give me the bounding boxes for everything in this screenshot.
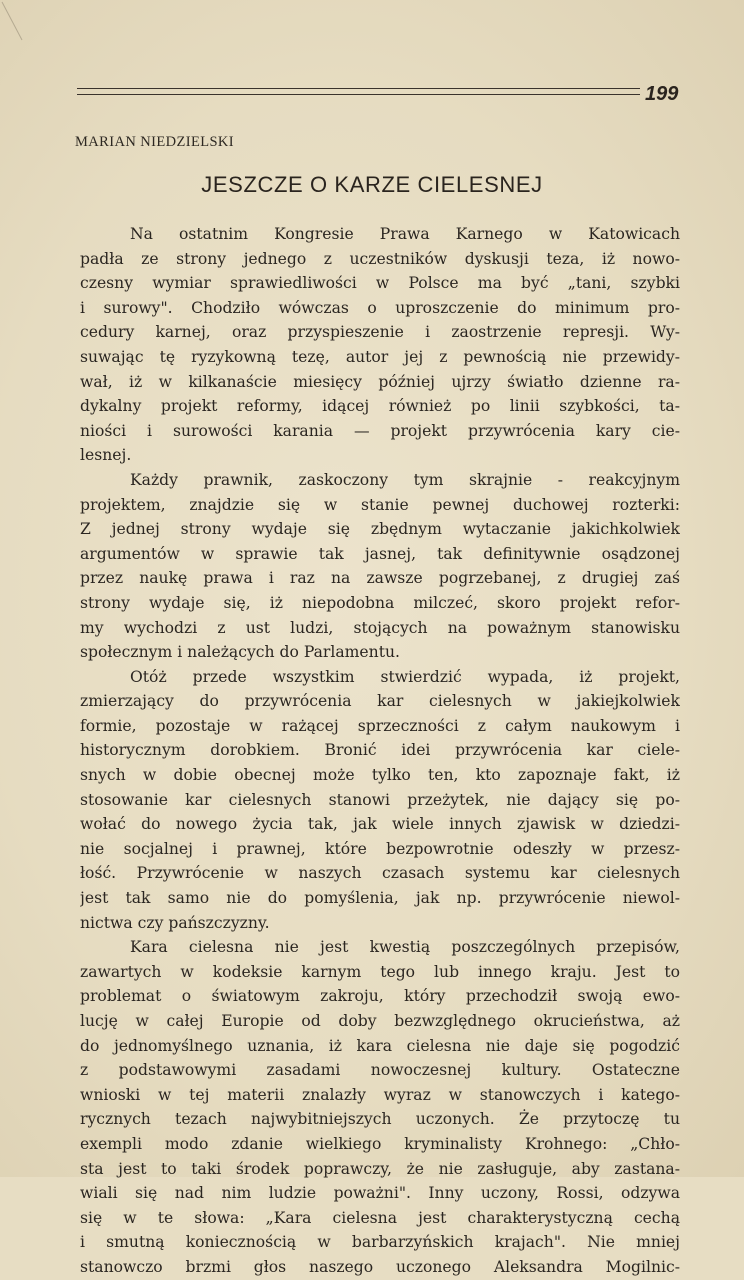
text-line: exempli modo zdanie wielkiego kryminalisty Krohnego: „Chło-	[80, 1134, 680, 1153]
text-line: projektem, znajdzie się w stanie pewnej duchowej rozterki:	[80, 495, 680, 514]
text-line: zmierzający do przywrócenia kar cielesnych w jakiejkolwiek	[80, 692, 680, 711]
text-line: lesnej.	[80, 446, 132, 465]
text-line: problemat o światowym zakroju, który przechodził swoją ewo-	[80, 987, 680, 1006]
text-line: my wychodzi z ust ludzi, stojących na poważnym stanowisku	[80, 618, 680, 637]
text-line: stosowanie kar cielesnych stanowi przeżytek, nie dający się po-	[80, 790, 680, 809]
text-line: przez naukę prawa i raz na zawsze pogrzebanej, z drugiej zaś	[80, 569, 680, 588]
text-line: społecznym i należących do Parlamentu.	[80, 643, 400, 662]
text-line: suwając tę ryzykowną tezę, autor jej z pewnością nie przewidy-	[80, 347, 680, 366]
text-line: jest tak samo nie do pomyślenia, jak np. przywrócenie niewol-	[80, 889, 680, 908]
text-line: Otóż przede wszystkim stwierdzić wypada, iż projekt,	[130, 667, 680, 686]
text-line: i surowy". Chodziło wówczas o uproszczenie do minimum pro-	[80, 298, 680, 317]
text-line: z podstawowymi zasadami nowoczesnej kultury. Ostateczne	[80, 1061, 680, 1080]
text-line: argumentów w sprawie tak jasnej, tak definitywnie osądzonej	[80, 544, 680, 563]
text-line: wnioski w tej materii znalazły wyraz w stanowczych i katego-	[80, 1085, 680, 1104]
text-line: wał, iż w kilkanaście miesięcy później ujrzy światło dzienne ra-	[80, 372, 680, 391]
text-line: dykalny projekt reformy, idącej również po linii szybkości, ta-	[80, 397, 680, 416]
text-line: do jednomyślnego uznania, iż kara cielesna nie daje się pogodzić	[80, 1036, 680, 1055]
text-line: i smutną koniecznością w barbarzyńskich krajach". Nie mniej	[80, 1233, 680, 1252]
text-line: wołać do nowego życia tak, jak wiele innych zjawisk w dziedzi-	[80, 815, 680, 834]
header-double-rule	[77, 85, 640, 103]
text-line: padła ze strony jednego z uczestników dyskusji teza, iż nowo-	[80, 249, 680, 268]
text-line: strony wydaje się, iż niepodobna milczeć, skoro projekt refor-	[80, 593, 680, 612]
text-line: się w te słowa: „Kara cielesna jest charakterystyczną cechą	[80, 1208, 680, 1227]
article-title: JESZCZE O KARZE CIELESNEJ	[201, 172, 543, 197]
article-body	[80, 222, 680, 1280]
text-line: Na ostatnim Kongresie Prawa Karnego w Katowicach	[130, 225, 680, 243]
text-line: niości i surowości karania — projekt przywrócenia kary cie-	[80, 421, 680, 440]
text-line: historycznym dorobkiem. Bronić idei przywrócenia kar ciele-	[80, 741, 680, 760]
page-corner-mark	[0, 0, 40, 80]
text-line: łość. Przywrócenie w naszych czasach systemu kar cielesnych	[80, 864, 680, 883]
text-line: formie, pozostaje w rażącej sprzeczności z całym naukowym i	[80, 716, 680, 735]
text-line: wiali się nad nim ludzie poważni". Inny uczony, Rossi, odzywa	[80, 1184, 680, 1203]
text-line: nictwa czy pańszczyzny.	[80, 913, 270, 932]
text-line: Kara cielesna nie jest kwestią poszczególnych przepisów,	[130, 938, 680, 957]
text-line: rycznych tezach najwybitniejszych uczonych. Że przytoczę tu	[80, 1110, 680, 1129]
text-line: czesny wymiar sprawiedliwości w Polsce ma być „tani, szybki	[80, 274, 680, 293]
text-line: sta jest to taki środek poprawczy, że nie zasługuje, aby zastana-	[80, 1159, 680, 1178]
text-line: nie socjalnej i prawnej, które bezpowrotnie odeszły w przesz-	[80, 839, 680, 858]
text-line: snych w dobie obecnej może tylko ten, kto zapoznaje fakt, iż	[80, 766, 680, 785]
text-line: Z jednej strony wydaje się zbędnym wytaczanie jakichkolwiek	[80, 520, 680, 539]
text-line: stanowczo brzmi głos naszego uczonego Aleksandra Mogilnic-	[80, 1257, 680, 1276]
text-line: cedury karnej, oraz przyspieszenie i zaostrzenie represji. Wy-	[80, 323, 680, 342]
page-number: 199	[645, 83, 679, 105]
text-line: zawartych w kodeksie karnym tego lub innego kraju. Jest to	[80, 962, 680, 981]
text-line: lucję w całej Europie od doby bezwzględnego okrucieństwa, aż	[80, 1012, 680, 1030]
text-line: Każdy prawnik, zaskoczony tym skrajnie - reakcyjnym	[130, 470, 680, 489]
author-name: MARIAN NIEDZIELSKI	[75, 134, 235, 150]
